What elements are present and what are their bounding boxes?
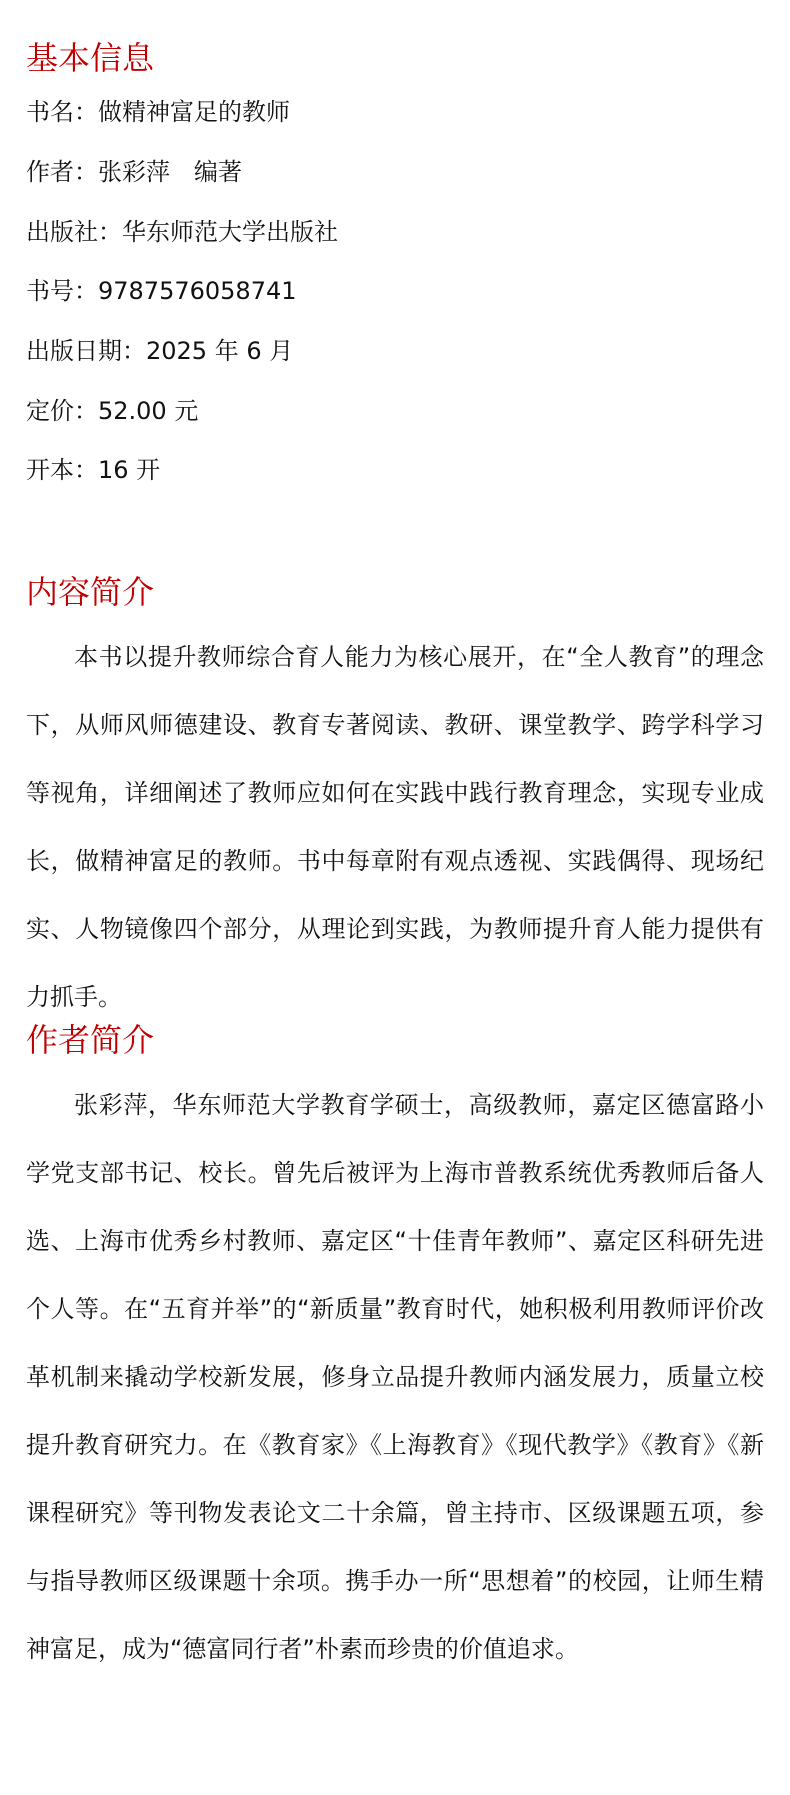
info-price: 定价：52.00 元 <box>26 397 199 425</box>
info-author: 作者：张彩萍 编著 <box>26 158 242 186</box>
summary-heading: 内容简介 <box>26 573 155 611</box>
info-isbn: 书号：9787576058741 <box>26 277 297 305</box>
info-publish-date: 出版日期：2025 年 6 月 <box>26 337 294 365</box>
summary-paragraph: 本书以提升教师综合育人能力为核心展开，在“全人教育”的理念下，从师风师德建设、教育专著阅读、教研、课堂教学、跨学科学习等视角，详细阐述了教师应如何在实践中践行教育理念，实现专业成长，做精神富足的教师。书中每章附有观点透视、实践偶得、现场纪实、人物镜像四个部分，从理论到实践，为教师提升育人能力提供有力抓手。 <box>26 643 764 1011</box>
info-book-title: 书名：做精神富足的教师 <box>26 98 290 126</box>
info-publisher: 出版社：华东师范大学出版社 <box>26 218 338 246</box>
basic-info-heading: 基本信息 <box>26 39 155 77</box>
info-format: 开本：16 开 <box>26 456 161 484</box>
author-intro-heading: 作者简介 <box>26 1021 155 1059</box>
author-intro-paragraph: 张彩萍，华东师范大学教育学硕士，高级教师，嘉定区德富路小学党支部书记、校长。曾先后被评为上海市普教系统优秀教师后备人选、上海市优秀乡村教师、嘉定区“十佳青年教师”、嘉定区科研先进个人等。在“五育并举”的“新质量”教育时代，她积极利用教师评价改革机制来撬动学校新发展，修身立品提升教师内涵发展力，质量立校提升教育研究力。在《教育家》《上海教育》《现代教学》《教育》《新课程研究》等刊物发表论文二十余篇，曾主持市、区级课题五项，参与指导教师区级课题十余项。携手办一所“思想着”的校园，让师生精神富足，成为“德富同行者”朴素而珍贵的价值追求。 <box>26 1091 764 1663</box>
